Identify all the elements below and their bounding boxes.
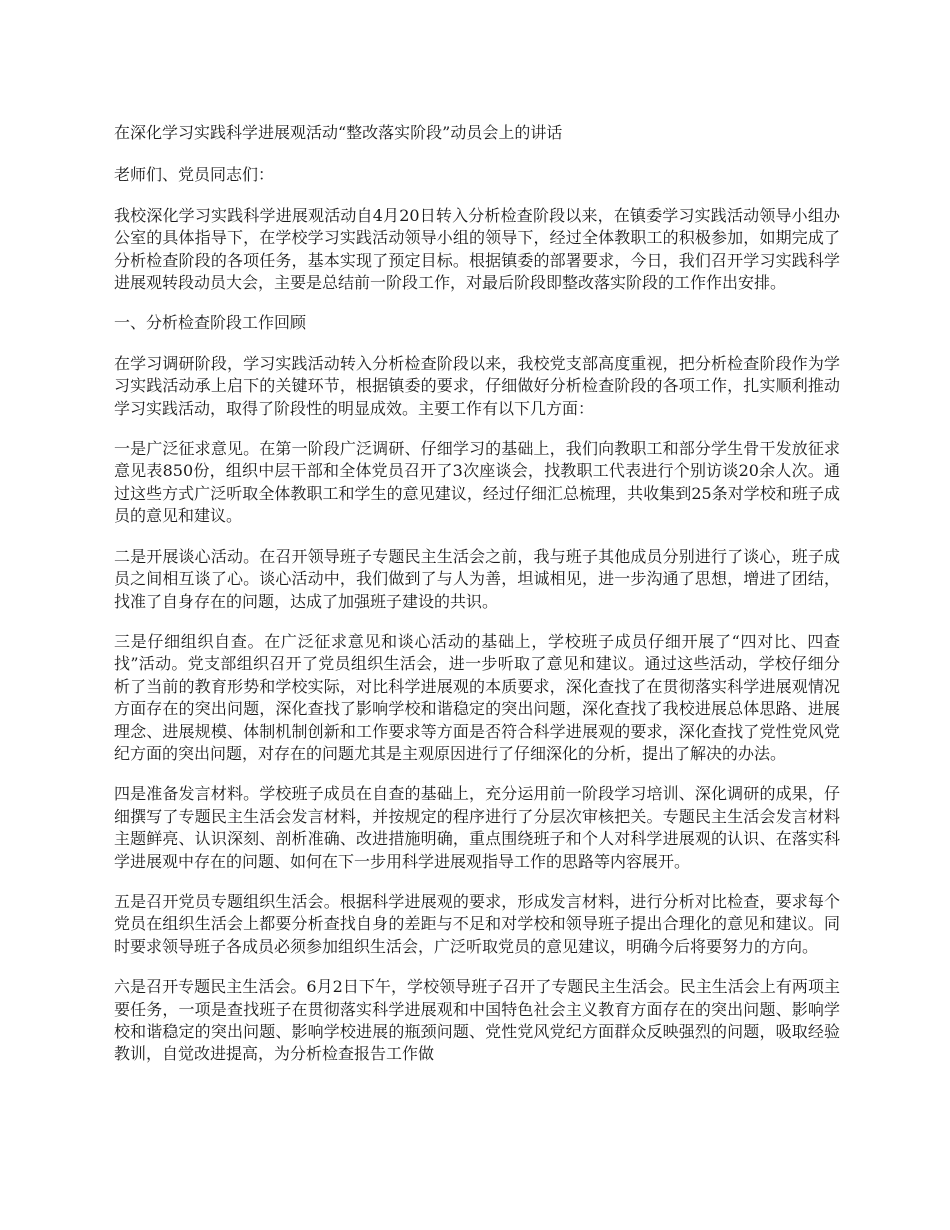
document-page: [114, 122, 840, 1084]
greeting: 老师们、党员同志们：: [114, 165, 275, 185]
document-title: 在深化学习实践科学进展观活动“整改落实阶段”动员会上的讲话: [114, 123, 563, 142]
section-heading: 一、分析检查阶段工作回顾: [114, 313, 307, 333]
paragraph-item-1: 一是广泛征求意见。在第一阶段广泛调研、仔细学习的基础上，我们向教职工和部分学生骨干发放征求意见表850份，组织中层干部和全体党员召开了3次座谈会，找教职工代表进行个别访谈20余人次。通过这些方式广泛听取全体教职工和学生的意见建议，经过仔细汇总梳理，共收集到25条对学校和班子成员的意见和建议。: [114, 439, 840, 526]
paragraph-item-2: 二是开展谈心活动。在召开领导班子专题民主生活会之前，我与班子其他成员分别进行了谈心，班子成员之间相互谈了心。谈心活动中，我们做到了与人为善，坦诚相见，进一步沟通了思想，增进了团结，找准了自身存在的问题，达成了加强班子建设的共识。: [114, 546, 840, 611]
paragraph-intro: 我校深化学习实践科学进展观活动自4月20日转入分析检查阶段以来，在镇委学习实践活动领导小组办公室的具体指导下，在学校学习实践活动领导小组的领导下，经过全体教职工的积极参加，如期完成了分析检查阶段的各项任务，基本实现了预定目标。根据镇委的部署要求，今日，我们召开学习实践科学进展观转段动员大会，主要是总结前一阶段工作，对最后阶段即整改落实阶段的工作作出安排。: [114, 205, 840, 293]
paragraph-item-6: 六是召开专题民主生活会。6月2日下午，学校领导班子召开了专题民主生活会。民主生活会上有两项主要任务，一项是查找班子在贯彻落实科学进展观和中国特色社会主义教育方面存在的突出问题、影响学校和谐稳定的突出问题、影响学校进展的瓶颈问题、党性党风党纪方面群众反映强烈的问题，吸取经验教训，自觉改进提高，为分析检查报告工作做: [114, 977, 840, 1064]
paragraph-item-3: 三是仔细组织自查。在广泛征求意见和谈心活动的基础上，学校班子成员仔细开展了“四对比、四查找”活动。党支部组织召开了党员组织生活会，进一步听取了意见和建议。通过这些活动，学校仔细分析了当前的教育形势和学校实际，对比科学进展观的本质要求，深化查找了在贯彻落实科学进展观情况方面存在的突出问题，深化查找了影响学校和谐稳定的突出问题，深化查找了我校进展总体思路、进展理念、进展规模、体制机制创新和工作要求等方面是否符合科学进展观的要求，深化查找了党性党风党纪方面的突出问题，对存在的问题尤其是主观原因进行了仔细深化的分析，提出了解决的办法。: [114, 631, 840, 763]
paragraph-item-5: 五是召开党员专题组织生活会。根据科学进展观的要求，形成发言材料，进行分析对比检查，要求每个党员在组织生活会上都要分析查找自身的差距与不足和对学校和领导班子提出合理化的意见和建议。同时要求领导班子各成员必须参加组织生活会，广泛听取党员的意见建议，明确今后将要努力的方向。: [114, 891, 840, 956]
paragraph-review: 在学习调研阶段，学习实践活动转入分析检查阶段以来，我校党支部高度重视，把分析检查阶段作为学习实践活动承上启下的关键环节，根据镇委的要求，仔细做好分析检查阶段的各项工作，扎实顺利推动学习实践活动，取得了阶段性的明显成效。主要工作有以下几方面：: [114, 353, 840, 418]
paragraph-item-4: 四是准备发言材料。学校班子成员在自查的基础上，充分运用前一阶段学习培训、深化调研的成果，仔细撰写了专题民主生活会发言材料，并按规定的程序进行了分层次审核把关。专题民主生活会发言材料主题鲜亮、认识深刻、剖析准确、改进措施明确，重点围绕班子和个人对科学进展观的认识、在落实科学进展观中存在的问题、如何在下一步用科学进展观指导工作的思路等内容展开。: [114, 784, 840, 871]
